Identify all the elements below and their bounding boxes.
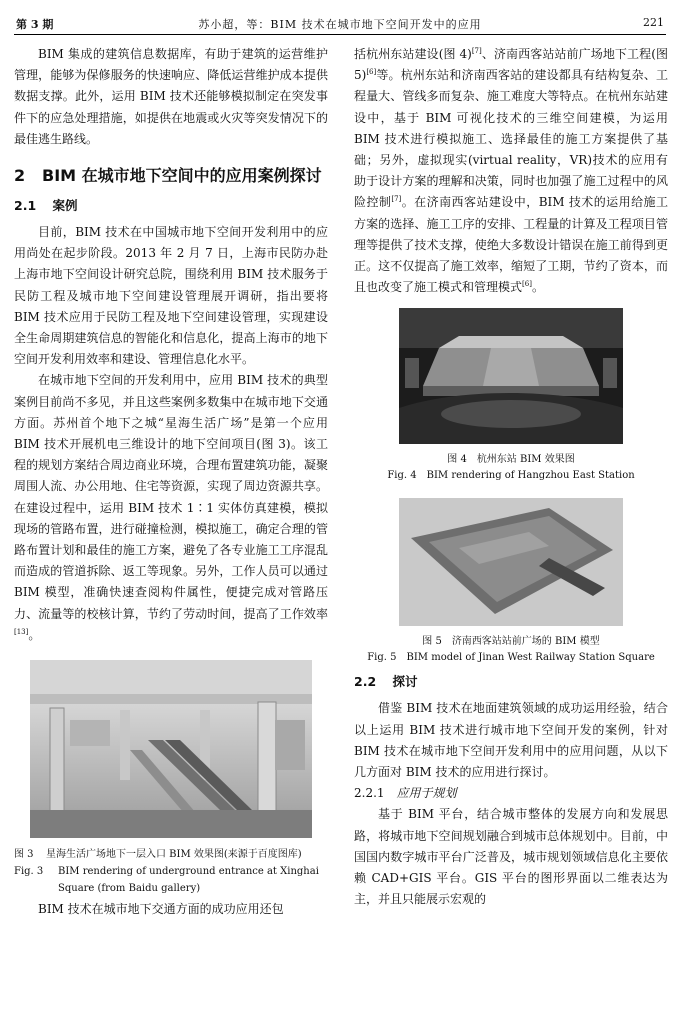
figure-4-caption-en [354, 468, 668, 484]
right-column [354, 44, 668, 910]
continued-paragraph: BIM 技术在城市地下交通方面的成功应用还包 [38, 902, 284, 917]
citation-13: [13] [14, 627, 29, 636]
figure-3-image [30, 660, 312, 838]
hangzhou-jinan-paragraph [354, 44, 668, 298]
section-2-2-title: 探讨 [392, 674, 418, 690]
discussion-paragraph: 借鉴 BIM 技术在地面建筑领域的成功运用经验，结合以上运用 BIM 技术进行城市地下空间开发的案例，针对 BIM 技术在城市地下空间开发利用中的应用问题，从以下几方面对 BIM 技术的应用进行探讨。 [354, 701, 668, 780]
page-number: 221 [643, 16, 664, 29]
figure-5-image [399, 498, 623, 626]
section-2-2-1-number: 2.2.1 [354, 786, 385, 801]
figure-5 [354, 498, 668, 626]
section-2-2-number: 2.2 [354, 674, 377, 690]
figure-5-text-en: BIM model of Jinan West Railway Station Square [406, 652, 655, 664]
para-a-part-3: 等。杭州东站和济南西客站的建设都具有结构复杂、工程量大、管线多而复杂、施工难度大等特点。在杭州东站建设中，基于 BIM 可视化技术的三维空间建模，为运用 BIM 技术进行模拟施工、选择最佳的施工方案提供了基础；另外，虚拟现实(virtual reality，VR)技术的应用有助于设计方案的理解和决策，同时也加强了施工过程中的风险控制 [354, 68, 668, 210]
figure-5-caption-en [354, 650, 668, 666]
section-2-2-1-heading [354, 783, 668, 804]
section-2-2-heading [354, 672, 668, 692]
figure-3-label-cn: 图 3 [14, 849, 34, 861]
figure-3-caption-en [14, 863, 328, 897]
intro-paragraph: BIM 集成的建筑信息数据库，有助于建筑的运营维护管理，能够为保修服务的快速响应、降低运营维护成本提供数据支撑。此外，运用 BIM 技术还能够模拟制定在突发事件下的应急处理措施，如提供在地震或火灾等突发情况下的最佳逃生路线。 [14, 47, 328, 146]
figure-4-text-en: BIM rendering of Hangzhou East Station [426, 470, 635, 482]
case-paragraph-1: 目前，BIM 技术在中国城市地下空间开发利用中的应用尚处在起步阶段。2013 年 2 月 7 日，上海市民防办赴上海市地下空间设计研究总院，围绕利用 BIM 技术服务于民防工程及城市地下空间建设管理展开调研，指出要将 BIM 技术应用于民防工程及地下空间建设管理，实现建设全生命周期建筑信息的智能化和信息化，提高上海市的地下空间开发利用效率和建设、管理信息化水平。 [14, 225, 328, 367]
figure-4-caption-cn [354, 452, 668, 468]
issue-number: 第 3 期 [16, 18, 54, 31]
para-a-part-4: 。在济南西客站建设中，BIM 技术的运用给施工方案的选择、施工工序的安排、工程量的计算及工程项目管理等提供了技术支撑，使绝大多数设计错误在施工前得到更正。这不仅提高了施工效率，缩短了工期，节约了资本，而且也改变了施工模式和管理模式 [354, 195, 668, 295]
case-paragraph-2-text: 在城市地下空间的开发利用中，应用 BIM 技术的典型案例目前尚不多见，并且这些案例多数集中在城市地下交通方面。苏州首个地下之城“星海生活广场”是第一个应用 BIM 技术开展机电三维设计的地下空间项目(图 3)。该工程的规划方案结合周边商业环境，合理布置建筑功能，凝聚周围人流、办公用地、住宅等资源，实现了周边资源共享。在建设过程中，运用 BIM 技术 1∶1 实体仿真建模，模拟现场的管路布置，进行碰撞检测，模拟施工，确定合理的管路布置计划和最佳的施工方案，避免了各专业施工工序混乱而造成的管道拆除、返工等现象。另外，工作人员可以通过 BIM 模型，准确快速查阅构件属性，便捷完成对管路压力、流量等的校核计算，节约了劳动时间，提高了工作效率 [14, 373, 328, 621]
section-2-1-heading [14, 196, 328, 216]
figure-5-text-cn: 济南西客站站前广场的 BIM 模型 [451, 636, 600, 648]
planning-paragraph: 基于 BIM 平台，结合城市整体的发展方向和发展思路，将城市地下空间规划融合到城市总体规划中。目前，中国国内数字城市平台广泛普及，城市规划领域信息化主要依赖 CAD+GIS 平台。GIS 平台的图形界面以二维表达为主，并且只能展示宏观的 [354, 807, 668, 907]
section-2-1-number: 2.1 [14, 198, 37, 214]
case-paragraph-2-end: 。 [28, 627, 41, 642]
section-2-title: BIM 在城市地下空间中的应用案例探讨 [42, 166, 322, 186]
running-header [14, 14, 666, 35]
figure-3-caption-cn [14, 846, 328, 863]
citation-7a: [7] [471, 47, 482, 55]
figure-3-label-en: Fig. 3 [14, 866, 44, 878]
running-title: 苏小超，等：BIM 技术在城市地下空间开发中的应用 [198, 18, 482, 31]
citation-6b: [6] [522, 280, 532, 289]
figure-4-label-en: Fig. 4 [387, 470, 417, 482]
section-2-2-1-title: 应用于规划 [396, 786, 457, 801]
figure-4-image [399, 308, 623, 444]
para-a-part-2: 、济南西客站站前广场地下工程(图 5) [354, 47, 668, 83]
section-2-heading [14, 164, 328, 188]
figure-4-text-cn: 杭州东站 BIM 效果图 [476, 454, 575, 466]
figure-5-label-en: Fig. 5 [367, 652, 397, 664]
figure-5-label-cn: 图 5 [422, 636, 442, 648]
figure-4-label-cn: 图 4 [447, 454, 467, 466]
figure-4 [354, 308, 668, 444]
section-2-number: 2 [14, 166, 26, 186]
figure-3-text-en: BIM rendering of underground entrance at Xinghai Square (from Baidu gallery) [58, 866, 319, 895]
left-column [14, 44, 328, 920]
citation-6a: [6] [366, 68, 377, 77]
section-2-1-title: 案例 [52, 198, 78, 214]
case-paragraph-2 [14, 370, 328, 646]
para-a-part-5: 。 [531, 280, 544, 295]
para-a-part-1: 括杭州东站建设(图 4) [354, 47, 472, 61]
figure-3 [14, 660, 328, 838]
figure-5-caption-cn [354, 634, 668, 650]
citation-7b: [7] [391, 195, 402, 204]
figure-3-text-cn: 星海生活广场地下一层入口 BIM 效果图(来源于百度图库) [46, 849, 302, 861]
